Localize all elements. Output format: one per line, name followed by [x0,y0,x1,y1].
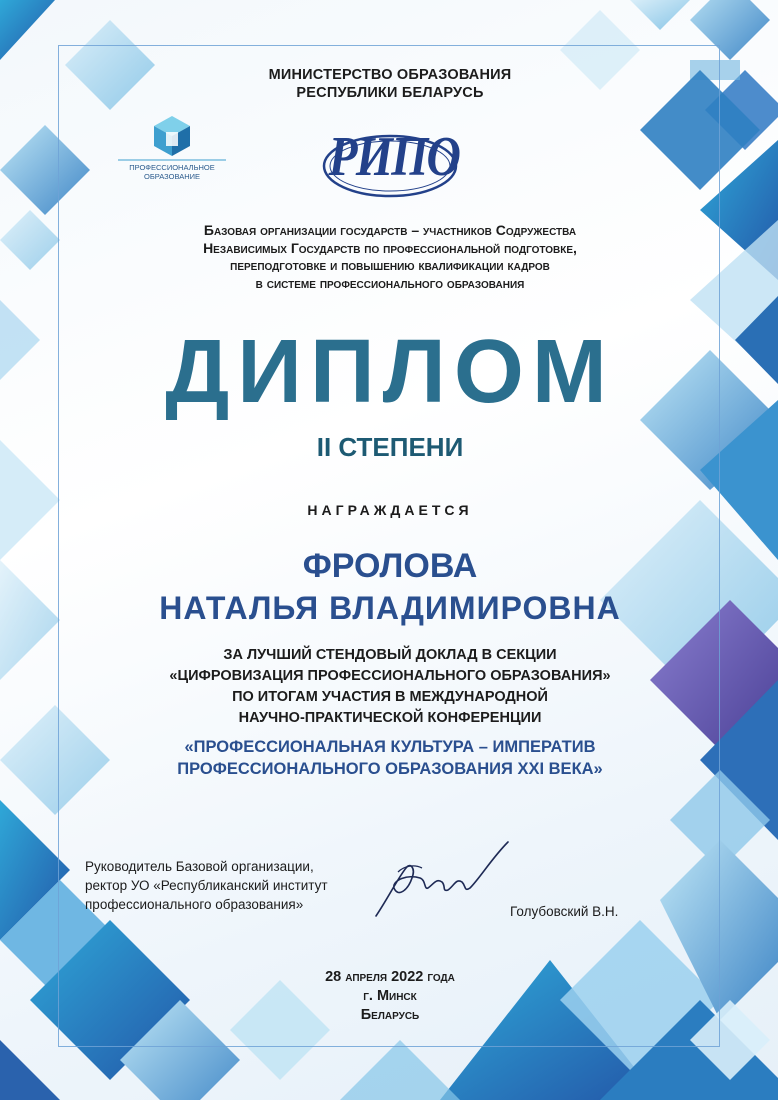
ministry-line-2: РЕСПУБЛИКИ БЕЛАРУСЬ [296,85,484,101]
professional-education-logo-text [112,163,232,181]
reason-line-1: ЗА ЛУЧШИЙ СТЕНДОВЫЙ ДОКЛАД В СЕКЦИИ [223,647,557,663]
issue-city: г. Минск [363,988,417,1004]
issue-place-date [240,968,540,1025]
recipient-given-names: НАТАЛЬЯ ВЛАДИМИРОВНА [159,590,621,626]
conference-line-1: «ПРОФЕССИОНАЛЬНАЯ КУЛЬТУРА – ИМПЕРАТИВ [184,738,596,756]
signatory-name: Голубовский В.Н. [510,904,619,919]
role-line-2: ректор УО «Республиканский институт [85,878,328,893]
handwritten-signature [368,838,518,923]
awarded-label: НАГРАЖДАЕТСЯ [307,502,473,518]
organization-line-1: Базовая организации государств – участников Содружества [203,222,577,238]
organization-line-3: переподготовке и повышению квалификации кадров [230,257,550,273]
ministry-line-1: МИНИСТЕРСТВО ОБРАЗОВАНИЯ [268,67,512,83]
signatory-role [85,857,385,914]
ministry-header [200,66,580,102]
reason-line-2: «ЦИФРОВИЗАЦИЯ ПРОФЕССИОНАЛЬНОГО ОБРАЗОВАНИЯ» [169,668,611,684]
conference-line-2: ПРОФЕССИОНАЛЬНОГО ОБРАЗОВАНИЯ XXI ВЕКА» [177,760,603,778]
diploma-degree: II СТЕПЕНИ [316,432,464,462]
role-line-3: профессионального образования» [85,897,304,912]
reason-line-3: ПО ИТОГАМ УЧАСТИЯ В МЕЖДУНАРОДНОЙ [232,689,548,705]
reason-line-4: НАУЧНО-ПРАКТИЧЕСКОЙ КОНФЕРЕНЦИИ [238,710,542,726]
logo-text-line-2: ОБРАЗОВАНИЕ [143,172,201,181]
organization-line-4: в системе профессионального образования [255,274,525,291]
logo-text-line-1: ПРОФЕССИОНАЛЬНОЕ [129,163,215,172]
issue-country: Беларусь [360,1007,420,1023]
diploma-title: ДИПЛОМ [165,322,615,422]
rippo-logo-text: РИПО [328,126,460,188]
recipient-surname: ФРОЛОВА [302,547,478,585]
conference-title [110,736,670,780]
award-reason [110,645,670,729]
issue-date: 28 апреля 2022 года [325,969,455,985]
role-line-1: Руководитель Базовой организации, [85,859,314,874]
organization-line-2: Независимых Государств по профессиональной подготовке, [203,239,577,256]
organization-block [145,222,635,292]
